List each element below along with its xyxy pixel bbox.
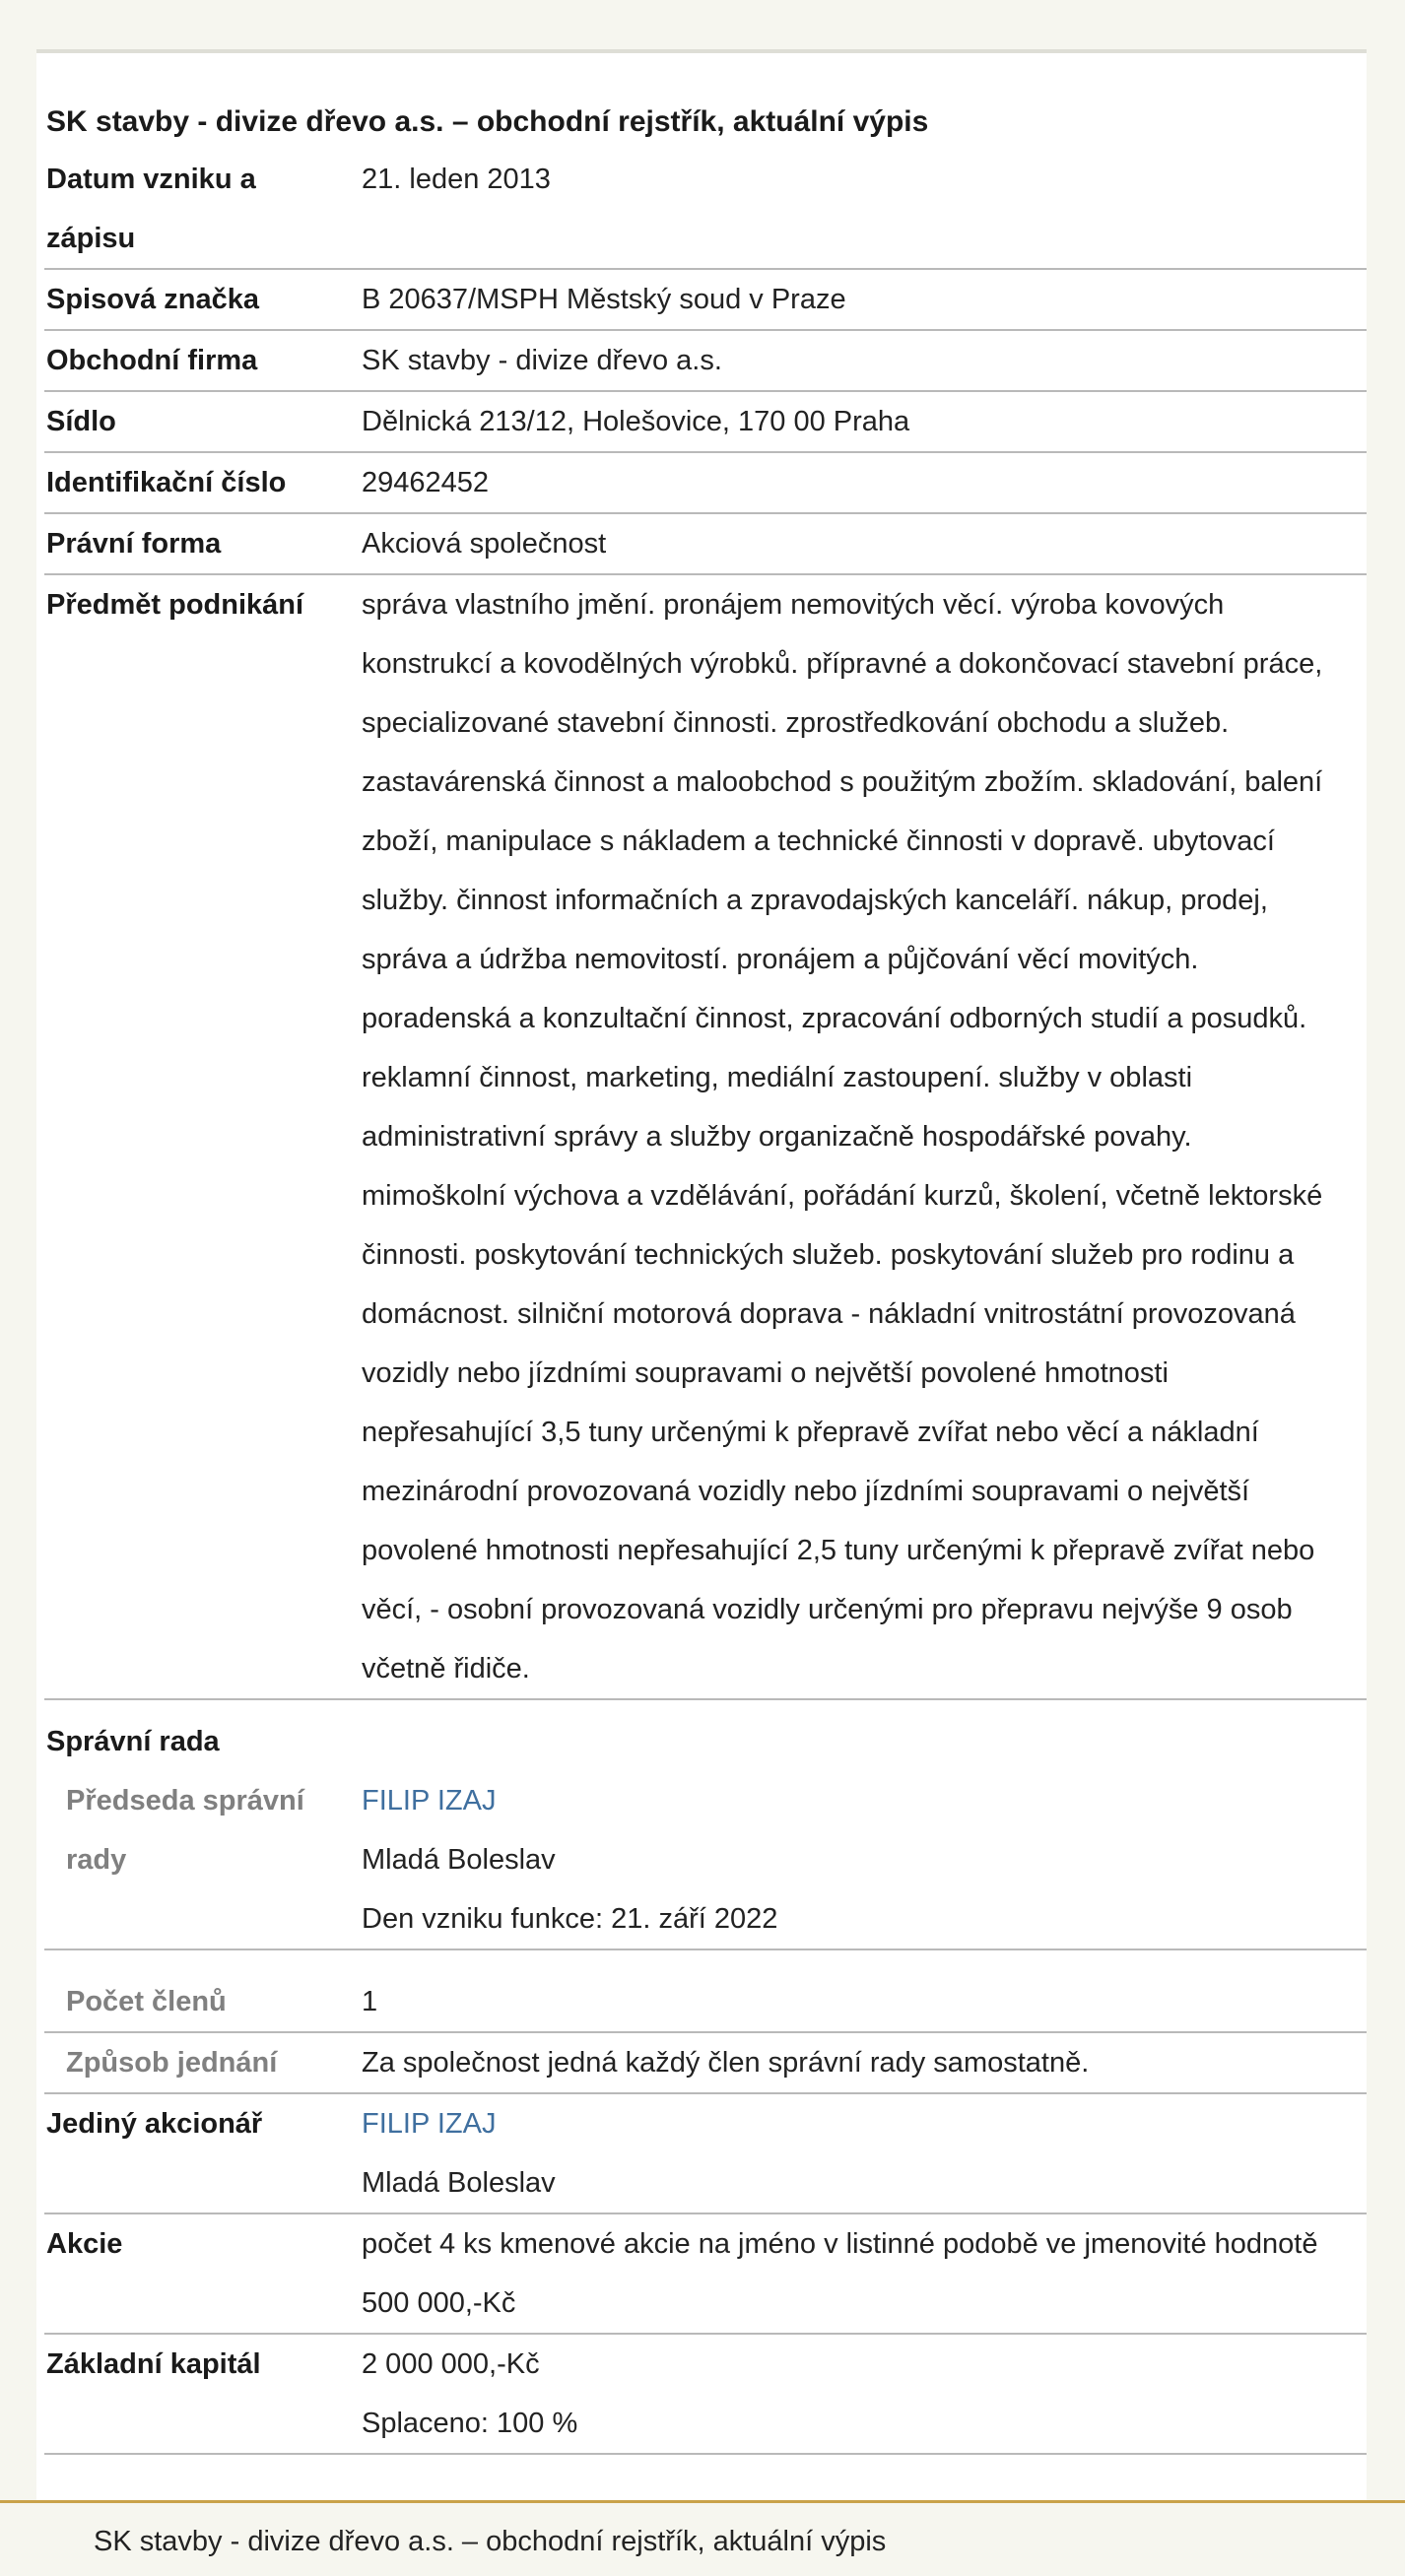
row-akcie	[44, 2213, 1367, 2334]
predmet-line: včetně řidiče.	[362, 1653, 530, 1684]
kapital-amount: 2 000 000,-Kč	[362, 2348, 540, 2380]
value-pocet-clenu: 1	[362, 1972, 1367, 2032]
row-spisova-znacka	[44, 269, 1367, 330]
register-panel	[36, 49, 1367, 2500]
label-obchodni-firma: Obchodní firma	[44, 330, 362, 391]
predmet-line: věcí, - osobní provozovaná vozidly určenými pro přepravu nejvýše 9 osob	[362, 1594, 1293, 1625]
row-sidlo	[44, 391, 1367, 452]
label-pocet-clenu: Počet členů	[44, 1972, 362, 2032]
value-ico: 29462452	[362, 452, 1367, 513]
label-datum-line2: zápisu	[46, 223, 136, 254]
predmet-line: konstrukcí a kovodělných výrobků. přípravné a dokončovací stavební práce,	[362, 648, 1323, 680]
value-datum-vzniku: 21. leden 2013	[362, 150, 1367, 269]
predmet-line: správa a údržba nemovitostí. pronájem a půjčování věcí movitých.	[362, 944, 1199, 975]
predmet-line: zastavárenská činnost a maloobchod s použitým zbožím. skladování, balení	[362, 766, 1323, 798]
spacer-row	[44, 1949, 1367, 1972]
label-predmet-podnikani: Předmět podnikání	[44, 574, 362, 1699]
label-sidlo: Sídlo	[44, 391, 362, 452]
predmet-line: správa vlastního jmění. pronájem nemovitých věcí. výroba kovových	[362, 589, 1225, 621]
akcionar-city: Mladá Boleslav	[362, 2167, 556, 2199]
predmet-line: zboží, manipulace s nákladem a technické činnosti v dopravě. ubytovací	[362, 826, 1275, 857]
predmet-line: činnosti. poskytování technických služeb. poskytování služeb pro rodinu a	[362, 1239, 1295, 1271]
predmet-line: administrativní správy a služby organizačně hospodářské povahy.	[362, 1121, 1192, 1153]
register-table	[44, 150, 1367, 2455]
value-akcie	[362, 2213, 1367, 2334]
row-pravni-forma	[44, 513, 1367, 574]
label-jediny-akcionar: Jediný akcionář	[44, 2093, 362, 2213]
page-title: SK stavby - divize dřevo a.s. – obchodní rejstřík, aktuální výpis	[46, 105, 929, 138]
predmet-line: povolené hmotnosti nepřesahující 2,5 tuny určenými k přepravě zvířat nebo	[362, 1535, 1315, 1566]
label-ico: Identifikační číslo	[44, 452, 362, 513]
predmet-line: poradenská a konzultační činnost, zpracování odborných studií a posudků.	[362, 1003, 1307, 1034]
spravni-rada-heading: Správní rada	[46, 1726, 220, 1757]
label-datum-vzniku	[44, 150, 362, 269]
value-predmet-podnikani	[362, 574, 1367, 1699]
row-predmet-podnikani	[44, 574, 1367, 1699]
predmet-line: vozidly nebo jízdními soupravami o největší povolené hmotnosti	[362, 1357, 1169, 1389]
page-footer	[0, 2500, 1405, 2576]
predmet-line: reklamní činnost, marketing, mediální zastoupení. služby v oblasti	[362, 1062, 1193, 1093]
footer-text: SK stavby - divize dřevo a.s. – obchodní rejstřík, aktuální výpis	[94, 2526, 887, 2557]
predmet-line: nepřesahující 3,5 tuny určenými k přepravě zvířat nebo věcí a nákladní	[362, 1417, 1259, 1448]
kapital-paid: Splaceno: 100 %	[362, 2408, 578, 2439]
section-spravni-rada	[44, 1699, 1367, 1771]
akcie-line: počet 4 ks kmenové akcie na jméno v listinné podobě ve jmenovité hodnotě	[362, 2228, 1318, 2260]
value-zakladni-kapital	[362, 2334, 1367, 2454]
value-spisova-znacka: B 20637/MSPH Městský soud v Praze	[362, 269, 1367, 330]
label-predseda-line1: Předseda správní	[66, 1785, 304, 1816]
row-pocet-clenu	[44, 1972, 1367, 2032]
label-predseda	[44, 1771, 362, 1949]
predmet-line: specializované stavební činnosti. zprostředkování obchodu a služeb.	[362, 707, 1230, 739]
value-predseda	[362, 1771, 1367, 1949]
predmet-line: domácnost. silniční motorová doprava - nákladní vnitrostátní provozovaná	[362, 1298, 1296, 1330]
predseda-city: Mladá Boleslav	[362, 1844, 556, 1876]
predmet-line: služby. činnost informačních a zpravodajských kanceláří. nákup, prodej,	[362, 885, 1268, 916]
akcie-line: 500 000,-Kč	[362, 2287, 516, 2319]
predseda-since: Den vzniku funkce: 21. září 2022	[362, 1903, 778, 1935]
row-obchodni-firma	[44, 330, 1367, 391]
predseda-name-link[interactable]: FILIP IZAJ	[362, 1785, 497, 1816]
row-datum-vzniku	[44, 150, 1367, 269]
value-pravni-forma: Akciová společnost	[362, 513, 1367, 574]
row-predseda	[44, 1771, 1367, 1949]
label-pravni-forma: Právní forma	[44, 513, 362, 574]
row-jediny-akcionar	[44, 2093, 1367, 2213]
value-jediny-akcionar	[362, 2093, 1367, 2213]
row-zpusob-jednani	[44, 2032, 1367, 2093]
predmet-line: mezinárodní provozovaná vozidly nebo jízdními soupravami o největší	[362, 1476, 1250, 1507]
predmet-line: mimoškolní výchova a vzdělávání, pořádání kurzů, školení, včetně lektorské	[362, 1180, 1323, 1212]
value-obchodni-firma: SK stavby - divize dřevo a.s.	[362, 330, 1367, 391]
label-datum-line1: Datum vzniku a	[46, 164, 256, 195]
label-spisova-znacka: Spisová značka	[44, 269, 362, 330]
label-zakladni-kapital: Základní kapitál	[44, 2334, 362, 2454]
label-predseda-line2: rady	[66, 1844, 127, 1876]
label-akcie: Akcie	[44, 2213, 362, 2334]
row-zakladni-kapital	[44, 2334, 1367, 2454]
row-ico	[44, 452, 1367, 513]
value-sidlo: Dělnická 213/12, Holešovice, 170 00 Praha	[362, 391, 1367, 452]
label-zpusob-jednani: Způsob jednání	[44, 2032, 362, 2093]
value-zpusob-jednani: Za společnost jedná každý člen správní rady samostatně.	[362, 2032, 1367, 2093]
akcionar-name-link[interactable]: FILIP IZAJ	[362, 2108, 497, 2140]
